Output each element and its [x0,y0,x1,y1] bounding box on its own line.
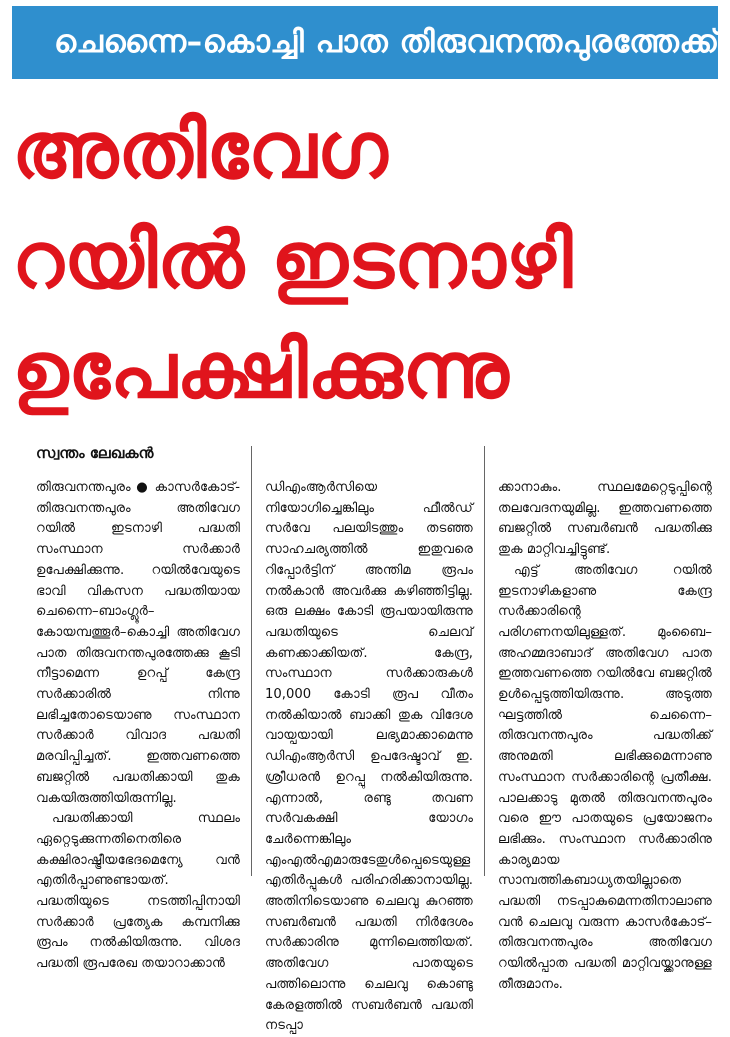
headline-line-3: ഉപേക്ഷിക്കുന്നു [12,326,509,416]
article-column-1 [36,478,240,1037]
headline-line-1: അതിവേഗ [12,106,388,196]
article-paragraph: തിരുവനന്തപുരം ● കാസർകോട്-തിരുവനന്തപുരം അതിവേഗ റയിൽ ഇടനാഴി പദ്ധതി സംസ്ഥാന സർക്കാർ ഉപേക്ഷിക്കുന്നു. റയിൽവേയുടെ ഭാവി വികസന പദ്ധതിയായ ചെന്നൈ–ബാംഗ്ലൂർ–കോയമ്പത്തൂർ–കൊച്ചി അതിവേഗ പാത തിരുവനന്തപുരത്തേക്കു കൂടി നീട്ടാമെന്ന ഉറപ്പ് കേന്ദ്ര സർക്കാരിൽ നിന്നു ലഭിച്ചതോടെയാണു സംസ്ഥാന സർക്കാർ വിവാദ പദ്ധതി മരവിപ്പിച്ചത്. ഇത്തവണത്തെ ബജറ്റിൽ പദ്ധതിക്കായി തുക വകയിരുത്തിയിരുന്നില്ല. [36,480,240,806]
headline-line-2: റയിൽ ഇടനാഴി [12,216,573,306]
article-paragraph: പദ്ധതിക്കായി സ്ഥലം ഏറ്റെടുക്കുന്നതിനെതിരെ കക്ഷിരാഷ്ട്രീയഭേദമെന്യേ വൻ എതിർപ്പാണുണ്ടായത്. പദ്ധതിയുടെ നടത്തിപ്പിനായി സർക്കാർ പ്രത്യേക കമ്പനിക്കു രൂപം നൽകിയിരുന്നു. വിശദ പദ്ധതി രൂപരേഖ തയാറാക്കാൻ [36,811,240,972]
kicker-text: ചെന്നൈ–കൊച്ചി പാത തിരുവനന്തപുരത്തേക്ക് [54,24,720,60]
article-paragraph: ക്കാനാകും. സ്ഥലമേറ്റെടുപ്പിന്റെ തലവേദനയുമില്ല. ഇത്തവണത്തെ ബജറ്റിൽ സബർബൻ പദ്ധതിക്കു തുക മാറ്റിവച്ചിട്ടുണ്ട്. [498,480,712,558]
article-body [36,478,712,1034]
article-paragraph: എട്ട് അതിവേഗ റയിൽ ഇടനാഴികളാണു കേന്ദ്ര സർക്കാരിന്റെ പരിഗണനയിലുള്ളത്. മുംബൈ–അഹമ്മദാബാദ് അതിവേഗ പാത ഇത്തവണത്തെ റയിൽവേ ബജറ്റിൽ ഉൾപ്പെടുത്തിയിരുന്നു. അടുത്ത ഘട്ടത്തിൽ ചെന്നൈ–തിരുവനന്തപുരം പദ്ധതിക്ക് അനുമതി ലഭിക്കുമെന്നാണു സംസ്ഥാന സർക്കാരിന്റെ പ്രതീക്ഷ. പാലക്കാടു മുതൽ തിരുവനന്തപുരം വരെ ഈ പാതയുടെ പ്രയോജനം ലഭിക്കും. സംസ്ഥാന സർക്കാരിനു കാര്യമായ സാമ്പത്തികബാധ്യതയില്ലാതെ പദ്ധതി നടപ്പാകുമെന്നതിനാലാണു വൻ ചെലവു വരുന്ന കാസർകോട്–തിരുവനന്തപുരം അതിവേഗ റയിൽപ്പാത പദ്ധതി മാറ്റിവയ്ക്കാനുള്ള തീരുമാനം. [498,562,712,992]
headline [12,96,718,426]
article-paragraph: ഡിഎംആർസിയെ നിയോഗിച്ചെങ്കിലും ഫീൽഡ് സർവേ പലയിടത്തും തടഞ്ഞ സാഹചര്യത്തിൽ ഇതുവരെ റിപ്പോർട്ടിന് അന്തിമ രൂപം നൽകാൻ അവർക്കു കഴിഞ്ഞിട്ടില്ല. ഒരു ലക്ഷം കോടി രൂപയായിരുന്നു പദ്ധതിയുടെ ചെലവ് കണക്കാക്കിയത്. കേന്ദ്ര, സംസ്ഥാന സർക്കാരുകൾ 10,000 കോടി രൂപ വീതം നൽകിയാൽ ബാക്കി തുക വിദേശ വായ്പയായി ലഭ്യമാക്കാമെന്നു ഡിഎംആർസി ഉപദേഷ്ടാവ് ഇ. ശ്രീധരൻ ഉറപ്പു നൽകിയിരുന്നു. എന്നാൽ, രണ്ടു തവണ സർവകക്ഷി യോഗം ചേർന്നെങ്കിലും എംഎൽഎമാരുടേതുൾപ്പെടെയുള്ള എതിർപ്പുകൾ പരിഹരിക്കാനായില്ല. അതിനിടെയാണു ചെലവു കുറഞ്ഞ സബർബൻ പദ്ധതി നിർദേശം സർക്കാരിനു മുന്നിലെത്തിയത്. അതിവേഗ പാതയുടെ പത്തിലൊന്നു ചെലവു കൊണ്ടു കേരളത്തിൽ സബർബൻ പദ്ധതി നടപ്പാ [265,480,473,1034]
byline: സ്വന്തം ലേഖകൻ [36,444,154,462]
article-column-2 [265,478,473,1037]
article-column-3 [498,478,712,1037]
kicker-banner [12,6,718,79]
